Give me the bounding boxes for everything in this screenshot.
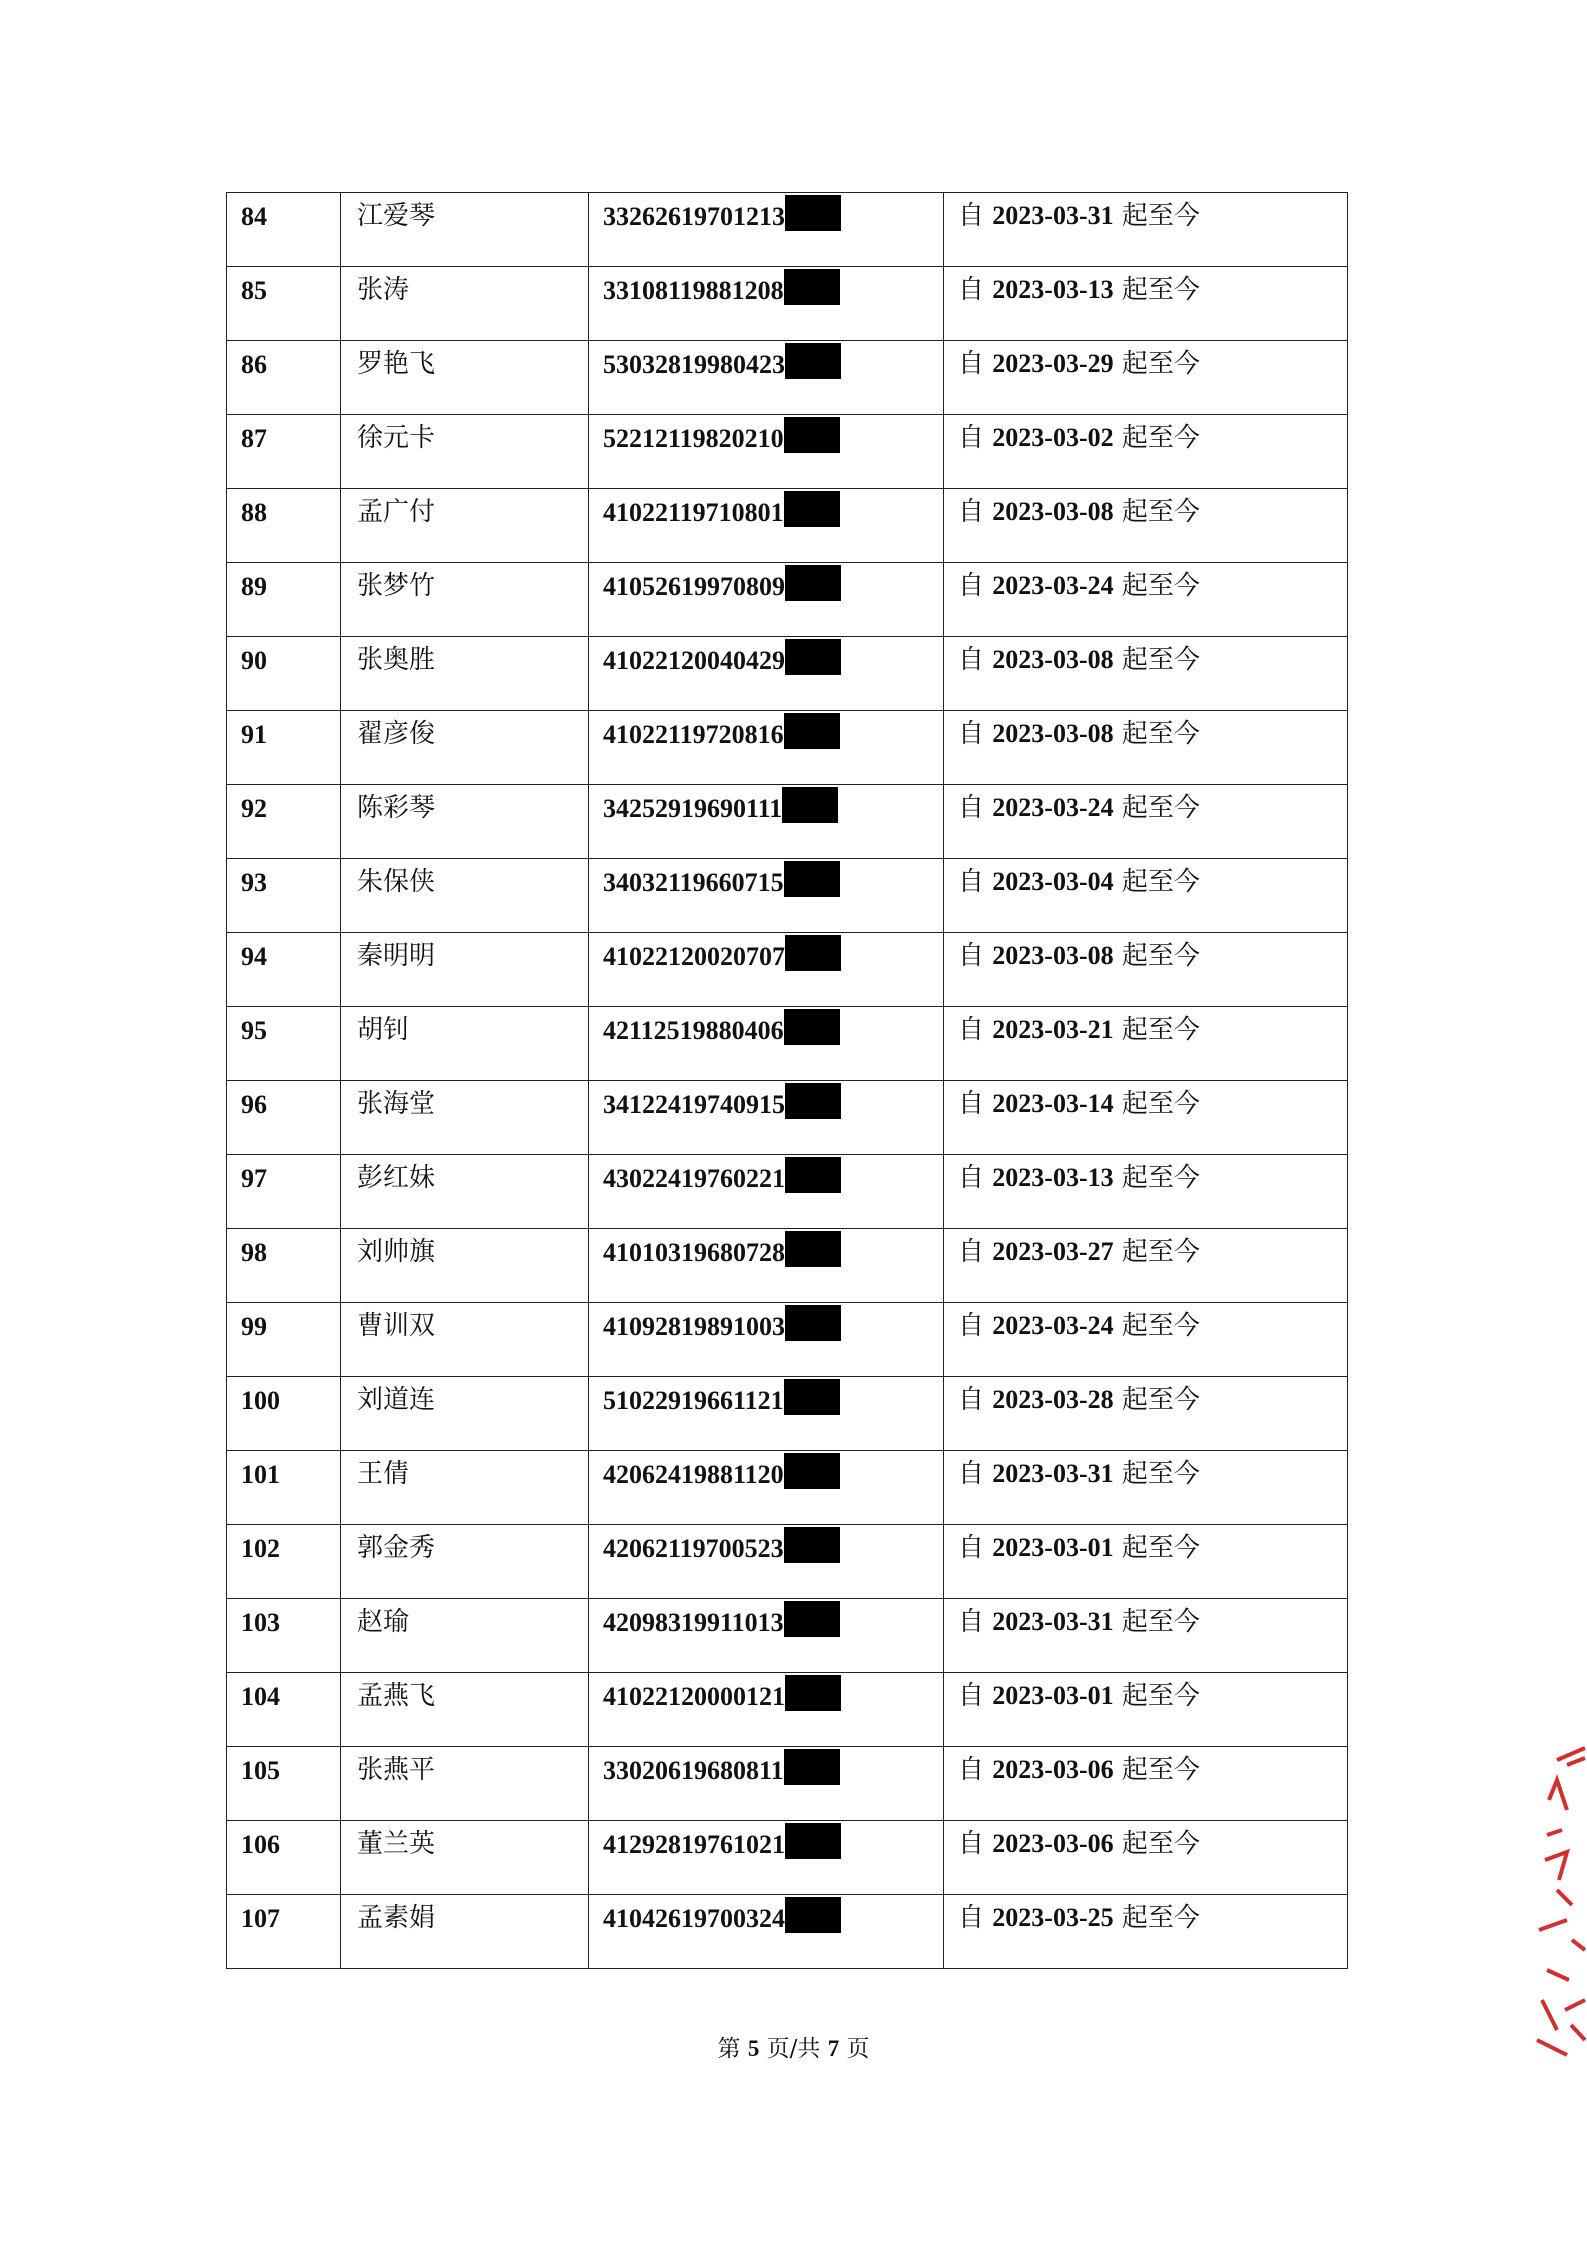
page-current-number: 5 xyxy=(747,2036,760,2061)
redaction-block xyxy=(785,343,841,379)
id-number-cell xyxy=(589,637,944,711)
person-name-cell: 罗艳飞 xyxy=(341,341,589,415)
table-row xyxy=(227,785,1348,859)
redaction-block xyxy=(784,269,840,305)
period-suffix: 起至今 xyxy=(1121,1089,1200,1119)
period-suffix: 起至今 xyxy=(1121,1903,1200,1933)
page-total-number: 7 xyxy=(827,2036,840,2061)
redaction-block xyxy=(784,1379,840,1415)
table-row xyxy=(227,1155,1348,1229)
row-number-cell: 107 xyxy=(227,1895,341,1969)
person-name-cell: 赵瑜 xyxy=(341,1599,589,1673)
id-number-visible-part: 41092819891003 xyxy=(603,1312,785,1341)
period-cell xyxy=(944,341,1348,415)
period-cell xyxy=(944,1599,1348,1673)
id-number-visible-part: 41292819761021 xyxy=(603,1830,785,1859)
row-number-cell: 85 xyxy=(227,267,341,341)
period-suffix: 起至今 xyxy=(1121,423,1200,453)
period-cell xyxy=(944,933,1348,1007)
period-cell xyxy=(944,1303,1348,1377)
person-name-cell: 江爱琴 xyxy=(341,193,589,267)
id-number-cell xyxy=(589,1451,944,1525)
period-suffix: 起至今 xyxy=(1121,1533,1200,1563)
person-name-cell: 刘帅旗 xyxy=(341,1229,589,1303)
period-cell xyxy=(944,1451,1348,1525)
id-number-cell xyxy=(589,859,944,933)
person-name-cell: 陈彩琴 xyxy=(341,785,589,859)
id-number-visible-part: 41022119720816 xyxy=(603,720,784,749)
period-cell xyxy=(944,193,1348,267)
id-number-cell xyxy=(589,711,944,785)
period-start-date: 2023-03-08 xyxy=(992,497,1114,526)
redaction-block xyxy=(782,787,838,823)
row-number-cell: 94 xyxy=(227,933,341,1007)
period-suffix: 起至今 xyxy=(1121,1385,1200,1415)
row-number-cell: 105 xyxy=(227,1747,341,1821)
period-prefix: 自 xyxy=(958,1089,985,1119)
period-prefix: 自 xyxy=(958,571,985,601)
period-prefix: 自 xyxy=(958,1829,985,1859)
row-number-cell: 89 xyxy=(227,563,341,637)
period-suffix: 起至今 xyxy=(1121,941,1200,971)
table-row xyxy=(227,489,1348,563)
redaction-block xyxy=(785,639,841,675)
redaction-block xyxy=(784,417,840,453)
period-prefix: 自 xyxy=(958,201,985,231)
period-prefix: 自 xyxy=(958,1015,985,1045)
period-suffix: 起至今 xyxy=(1121,645,1200,675)
period-start-date: 2023-03-21 xyxy=(992,1015,1114,1044)
period-cell xyxy=(944,1673,1348,1747)
row-number-cell: 103 xyxy=(227,1599,341,1673)
id-number-cell xyxy=(589,1155,944,1229)
id-number-visible-part: 41022120000121 xyxy=(603,1682,785,1711)
id-number-visible-part: 41042619700324 xyxy=(603,1904,785,1933)
period-prefix: 自 xyxy=(958,1311,985,1341)
person-name-cell: 孟广付 xyxy=(341,489,589,563)
id-number-cell xyxy=(589,1303,944,1377)
official-seal-icon xyxy=(1527,1740,1587,2070)
id-number-visible-part: 42112519880406 xyxy=(603,1016,784,1045)
period-start-date: 2023-03-13 xyxy=(992,275,1114,304)
redaction-block xyxy=(784,1009,840,1045)
id-number-visible-part: 33108119881208 xyxy=(603,276,784,305)
redaction-block xyxy=(785,1157,841,1193)
row-number-cell: 84 xyxy=(227,193,341,267)
period-prefix: 自 xyxy=(958,1237,985,1267)
period-cell xyxy=(944,637,1348,711)
row-number-cell: 99 xyxy=(227,1303,341,1377)
period-suffix: 起至今 xyxy=(1121,1681,1200,1711)
period-suffix: 起至今 xyxy=(1121,201,1200,231)
person-name-cell: 张涛 xyxy=(341,267,589,341)
table-row xyxy=(227,267,1348,341)
period-cell xyxy=(944,1895,1348,1969)
id-number-visible-part: 42062419881120 xyxy=(603,1460,784,1489)
table-row xyxy=(227,193,1348,267)
period-prefix: 自 xyxy=(958,1903,985,1933)
id-number-cell xyxy=(589,1377,944,1451)
period-start-date: 2023-03-31 xyxy=(992,1607,1114,1636)
person-name-cell: 秦明明 xyxy=(341,933,589,1007)
redaction-block xyxy=(784,1749,840,1785)
period-cell xyxy=(944,415,1348,489)
person-name-cell: 孟素娟 xyxy=(341,1895,589,1969)
period-cell xyxy=(944,489,1348,563)
roster-table xyxy=(226,192,1348,1969)
id-number-cell xyxy=(589,1081,944,1155)
period-cell xyxy=(944,1747,1348,1821)
period-cell xyxy=(944,1229,1348,1303)
row-number-cell: 97 xyxy=(227,1155,341,1229)
period-start-date: 2023-03-24 xyxy=(992,793,1114,822)
table-row xyxy=(227,341,1348,415)
period-prefix: 自 xyxy=(958,1533,985,1563)
period-prefix: 自 xyxy=(958,1385,985,1415)
person-name-cell: 彭红妹 xyxy=(341,1155,589,1229)
period-suffix: 起至今 xyxy=(1121,719,1200,749)
row-number-cell: 101 xyxy=(227,1451,341,1525)
row-number-cell: 95 xyxy=(227,1007,341,1081)
row-number-cell: 88 xyxy=(227,489,341,563)
period-cell xyxy=(944,563,1348,637)
person-name-cell: 王倩 xyxy=(341,1451,589,1525)
row-number-cell: 104 xyxy=(227,1673,341,1747)
period-cell xyxy=(944,1155,1348,1229)
page-footer xyxy=(0,2030,1587,2063)
period-prefix: 自 xyxy=(958,793,985,823)
redaction-block xyxy=(785,195,841,231)
id-number-cell xyxy=(589,1747,944,1821)
period-start-date: 2023-03-06 xyxy=(992,1829,1114,1858)
id-number-visible-part: 52212119820210 xyxy=(603,424,784,453)
redaction-block xyxy=(784,713,840,749)
id-number-visible-part: 33020619680811 xyxy=(603,1756,784,1785)
id-number-visible-part: 51022919661121 xyxy=(603,1386,784,1415)
period-cell xyxy=(944,859,1348,933)
table-row xyxy=(227,415,1348,489)
page-label-prefix: 第 xyxy=(717,2036,741,2062)
id-number-visible-part: 53032819980423 xyxy=(603,350,785,379)
period-prefix: 自 xyxy=(958,1607,985,1637)
period-cell xyxy=(944,785,1348,859)
period-prefix: 自 xyxy=(958,349,985,379)
id-number-cell xyxy=(589,933,944,1007)
redaction-block xyxy=(785,1897,841,1933)
roster-table-body xyxy=(227,193,1348,1969)
redaction-block xyxy=(784,861,840,897)
redaction-block xyxy=(785,1675,841,1711)
period-prefix: 自 xyxy=(958,1755,985,1785)
id-number-cell xyxy=(589,1599,944,1673)
id-number-cell xyxy=(589,489,944,563)
person-name-cell: 刘道连 xyxy=(341,1377,589,1451)
id-number-cell xyxy=(589,415,944,489)
person-name-cell: 董兰英 xyxy=(341,1821,589,1895)
id-number-visible-part: 42098319911013 xyxy=(603,1608,784,1637)
id-number-visible-part: 42062119700523 xyxy=(603,1534,784,1563)
table-row xyxy=(227,1229,1348,1303)
period-prefix: 自 xyxy=(958,1163,985,1193)
period-start-date: 2023-03-02 xyxy=(992,423,1114,452)
period-suffix: 起至今 xyxy=(1121,1015,1200,1045)
table-row xyxy=(227,563,1348,637)
table-row xyxy=(227,1303,1348,1377)
id-number-cell xyxy=(589,1673,944,1747)
table-row xyxy=(227,1525,1348,1599)
table-row xyxy=(227,1081,1348,1155)
redaction-block xyxy=(785,565,841,601)
period-start-date: 2023-03-24 xyxy=(992,1311,1114,1340)
id-number-visible-part: 34252919690111 xyxy=(603,794,783,823)
period-prefix: 自 xyxy=(958,423,985,453)
period-start-date: 2023-03-08 xyxy=(992,719,1114,748)
id-number-cell xyxy=(589,193,944,267)
id-number-visible-part: 41052619970809 xyxy=(603,572,785,601)
redaction-block xyxy=(785,1231,841,1267)
table-row xyxy=(227,1821,1348,1895)
period-cell xyxy=(944,267,1348,341)
row-number-cell: 100 xyxy=(227,1377,341,1451)
id-number-visible-part: 33262619701213 xyxy=(603,202,785,231)
person-name-cell: 张燕平 xyxy=(341,1747,589,1821)
period-cell xyxy=(944,1821,1348,1895)
id-number-visible-part: 41010319680728 xyxy=(603,1238,785,1267)
period-suffix: 起至今 xyxy=(1121,349,1200,379)
period-suffix: 起至今 xyxy=(1121,497,1200,527)
redaction-block xyxy=(784,491,840,527)
table-row xyxy=(227,637,1348,711)
person-name-cell: 朱保侠 xyxy=(341,859,589,933)
period-prefix: 自 xyxy=(958,645,985,675)
period-cell xyxy=(944,1007,1348,1081)
row-number-cell: 106 xyxy=(227,1821,341,1895)
page-label-mid: 页/共 xyxy=(766,2036,821,2062)
id-number-cell xyxy=(589,1895,944,1969)
period-start-date: 2023-03-13 xyxy=(992,1163,1114,1192)
table-row xyxy=(227,1599,1348,1673)
period-prefix: 自 xyxy=(958,275,985,305)
page-label-suffix: 页 xyxy=(846,2036,870,2062)
table-row xyxy=(227,1673,1348,1747)
period-start-date: 2023-03-01 xyxy=(992,1681,1114,1710)
period-start-date: 2023-03-24 xyxy=(992,571,1114,600)
period-prefix: 自 xyxy=(958,867,985,897)
period-prefix: 自 xyxy=(958,941,985,971)
period-suffix: 起至今 xyxy=(1121,1237,1200,1267)
id-number-cell xyxy=(589,1525,944,1599)
period-suffix: 起至今 xyxy=(1121,867,1200,897)
row-number-cell: 90 xyxy=(227,637,341,711)
period-cell xyxy=(944,1081,1348,1155)
period-prefix: 自 xyxy=(958,1459,985,1489)
table-row xyxy=(227,859,1348,933)
id-number-visible-part: 41022120020707 xyxy=(603,942,785,971)
id-number-cell xyxy=(589,785,944,859)
id-number-cell xyxy=(589,267,944,341)
table-row xyxy=(227,711,1348,785)
period-start-date: 2023-03-29 xyxy=(992,349,1114,378)
table-row xyxy=(227,1451,1348,1525)
period-start-date: 2023-03-28 xyxy=(992,1385,1114,1414)
period-prefix: 自 xyxy=(958,497,985,527)
redaction-block xyxy=(785,935,841,971)
id-number-visible-part: 41022120040429 xyxy=(603,646,785,675)
person-name-cell: 孟燕飞 xyxy=(341,1673,589,1747)
redaction-block xyxy=(784,1601,840,1637)
row-number-cell: 91 xyxy=(227,711,341,785)
id-number-visible-part: 43022419760221 xyxy=(603,1164,785,1193)
person-name-cell: 张梦竹 xyxy=(341,563,589,637)
row-number-cell: 93 xyxy=(227,859,341,933)
id-number-cell xyxy=(589,1007,944,1081)
redaction-block xyxy=(785,1083,841,1119)
person-name-cell: 徐元卡 xyxy=(341,415,589,489)
period-suffix: 起至今 xyxy=(1121,1607,1200,1637)
id-number-visible-part: 34122419740915 xyxy=(603,1090,785,1119)
period-suffix: 起至今 xyxy=(1121,275,1200,305)
id-number-visible-part: 34032119660715 xyxy=(603,868,784,897)
person-name-cell: 曹训双 xyxy=(341,1303,589,1377)
period-start-date: 2023-03-01 xyxy=(992,1533,1114,1562)
period-start-date: 2023-03-06 xyxy=(992,1755,1114,1784)
period-start-date: 2023-03-08 xyxy=(992,941,1114,970)
table-row xyxy=(227,1895,1348,1969)
id-number-cell xyxy=(589,1821,944,1895)
redaction-block xyxy=(785,1823,841,1859)
period-start-date: 2023-03-31 xyxy=(992,201,1114,230)
period-start-date: 2023-03-14 xyxy=(992,1089,1114,1118)
table-row xyxy=(227,933,1348,1007)
row-number-cell: 98 xyxy=(227,1229,341,1303)
person-name-cell: 郭金秀 xyxy=(341,1525,589,1599)
id-number-cell xyxy=(589,1229,944,1303)
period-start-date: 2023-03-04 xyxy=(992,867,1114,896)
redaction-block xyxy=(784,1453,840,1489)
period-prefix: 自 xyxy=(958,1681,985,1711)
id-number-visible-part: 41022119710801 xyxy=(603,498,784,527)
person-name-cell: 胡钊 xyxy=(341,1007,589,1081)
row-number-cell: 92 xyxy=(227,785,341,859)
period-suffix: 起至今 xyxy=(1121,793,1200,823)
period-prefix: 自 xyxy=(958,719,985,749)
period-suffix: 起至今 xyxy=(1121,1459,1200,1489)
row-number-cell: 102 xyxy=(227,1525,341,1599)
period-suffix: 起至今 xyxy=(1121,1311,1200,1341)
period-cell xyxy=(944,1525,1348,1599)
id-number-cell xyxy=(589,341,944,415)
person-name-cell: 张奥胜 xyxy=(341,637,589,711)
row-number-cell: 96 xyxy=(227,1081,341,1155)
period-suffix: 起至今 xyxy=(1121,571,1200,601)
period-suffix: 起至今 xyxy=(1121,1163,1200,1193)
period-start-date: 2023-03-27 xyxy=(992,1237,1114,1266)
period-cell xyxy=(944,711,1348,785)
redaction-block xyxy=(784,1527,840,1563)
period-suffix: 起至今 xyxy=(1121,1829,1200,1859)
row-number-cell: 87 xyxy=(227,415,341,489)
person-name-cell: 张海堂 xyxy=(341,1081,589,1155)
period-start-date: 2023-03-08 xyxy=(992,645,1114,674)
table-row xyxy=(227,1007,1348,1081)
row-number-cell: 86 xyxy=(227,341,341,415)
id-number-cell xyxy=(589,563,944,637)
table-row xyxy=(227,1747,1348,1821)
redaction-block xyxy=(785,1305,841,1341)
person-name-cell: 翟彦俊 xyxy=(341,711,589,785)
period-cell xyxy=(944,1377,1348,1451)
period-start-date: 2023-03-31 xyxy=(992,1459,1114,1488)
table-row xyxy=(227,1377,1348,1451)
period-suffix: 起至今 xyxy=(1121,1755,1200,1785)
period-start-date: 2023-03-25 xyxy=(992,1903,1114,1932)
